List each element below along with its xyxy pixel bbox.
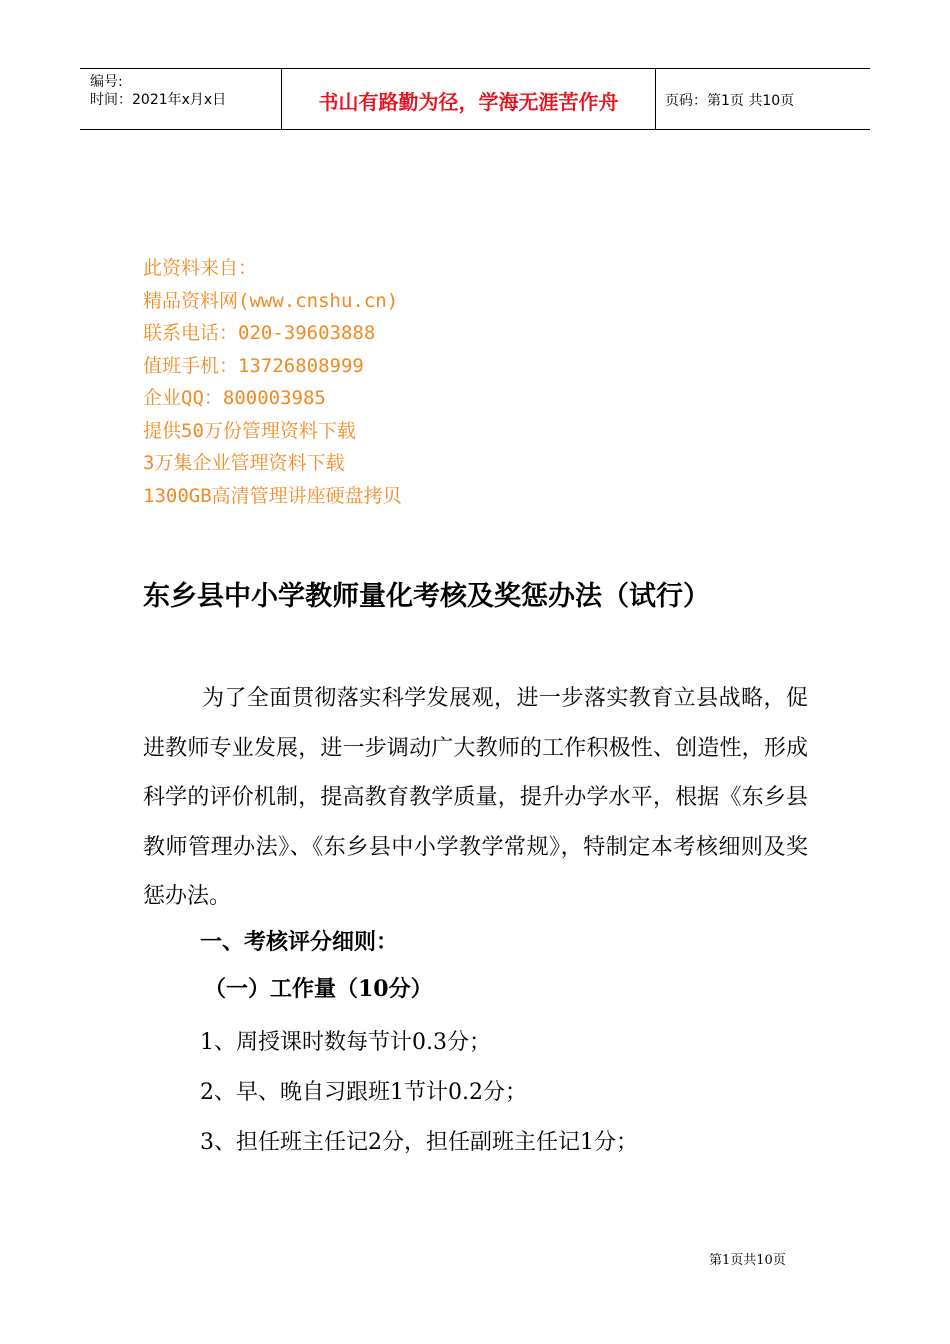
list-item: 3、担任班主任记2分，担任副班主任记1分；: [200, 1130, 638, 1155]
list-item: 1、周授课时数每节计0.3分；: [200, 1030, 491, 1055]
page-header: [80, 68, 870, 130]
header-page-code: 页码：第1页 共10页: [665, 93, 795, 109]
ad-block: [143, 252, 402, 512]
header-page-cell: [655, 69, 870, 129]
ad-line-offer-1: 提供50万份管理资料下载: [143, 419, 356, 442]
intro-paragraph: 为了全面贯彻落实科学发展观，进一步落实教育立县战略，促进教师专业发展，进一步调动广大教师的工作积极性、创造性，形成科学的评价机制，提高教育教学质量，提升办学水平，根据《东乡县教师管理办法》、《东乡县中小学教学常规》，特制定本考核细则及奖惩办法。: [143, 686, 808, 910]
document-number-label: 编号:: [90, 74, 123, 90]
document-title: 东乡县中小学教师量化考核及奖惩办法（试行）: [143, 581, 710, 612]
document-time-label: 时间：2021年x月x日: [90, 92, 227, 108]
ad-line-website: 精品资料网(www.cnshu.cn): [143, 289, 399, 312]
header-motto-cell: [281, 69, 656, 129]
header-motto: 书山有路勤为径，学海无涯苦作舟: [318, 90, 619, 114]
ad-line-qq: 企业QQ：800003985: [143, 387, 326, 409]
section-heading: 一、考核评分细则：: [200, 929, 399, 955]
page-footer: 第1页共10页: [709, 1253, 786, 1268]
list-item: 2、早、晚自习跟班1节计0.2分；: [200, 1080, 527, 1105]
header-meta-cell: [80, 69, 281, 129]
subsection-heading: （一）工作量（10分）: [204, 976, 433, 1002]
ad-line-mobile: 值班手机：13726808999: [143, 354, 364, 377]
ad-line-offer-3: 1300GB高清管理讲座硬盘拷贝: [143, 484, 402, 507]
ad-line-phone: 联系电话：020-39603888: [143, 322, 376, 344]
ad-line-source: 此资料来自：: [143, 257, 258, 279]
ad-line-offer-2: 3万集企业管理资料下载: [143, 452, 345, 474]
